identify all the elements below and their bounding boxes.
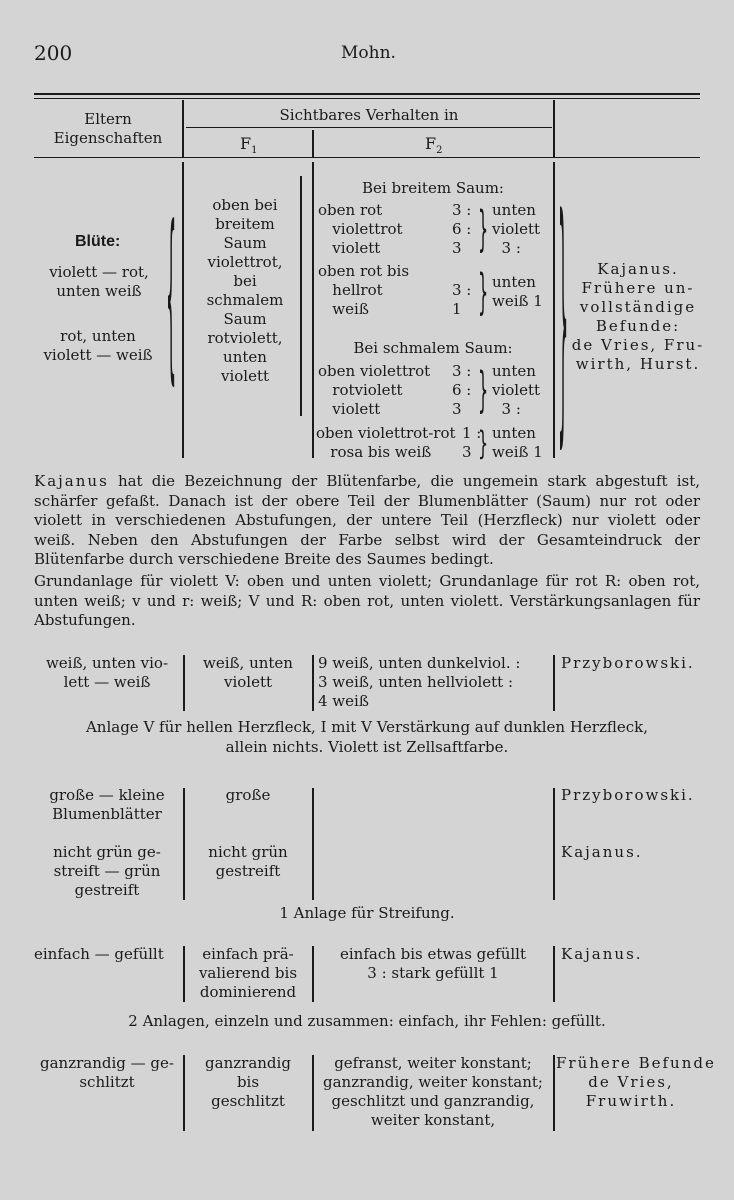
brace: }: [478, 424, 489, 462]
header-group-rule: [186, 127, 552, 128]
gruen-parents: nicht grün ge- streift — grün gestreift: [53, 843, 161, 899]
page-number: 200: [34, 41, 73, 65]
f2-group-1-left: oben rot violettrot violett: [318, 201, 403, 257]
f2-group-2-right: unten weiß 1: [492, 273, 543, 310]
col-divider: [183, 946, 185, 1002]
weiss-parents: weiß, unten vio- lett — weiß: [45, 654, 169, 691]
note-streifung: 1 Anlage für Streifung.: [279, 904, 455, 922]
gruen-f1: nicht grün gestreift: [208, 843, 288, 880]
f2-head-breit: Bei breitem Saum:: [362, 179, 504, 197]
col-divider: [183, 1055, 185, 1131]
f2-group-4-right: unten weiß 1: [492, 424, 543, 461]
running-title: Mohn.: [341, 43, 396, 63]
rand-source: Frühere Befunde de Vries, Fruwirth.: [556, 1054, 716, 1110]
header-bottom-rule: [34, 157, 700, 158]
f2-group-4-left: oben violettrot-rot rosa bis weiß: [316, 424, 456, 461]
col-divider: [183, 788, 185, 900]
gefuellt-f2: einfach bis etwas gefüllt 3 : stark gefüllt 1: [340, 945, 526, 982]
col-divider: [182, 100, 184, 158]
col-divider: [312, 130, 314, 158]
brace-right: }: [558, 159, 569, 473]
col-divider: [312, 162, 314, 458]
paragraph-bluetenfarbe: Kajanus hat die Bezeichnung der Blütenfarbe, die ungemein stark abgestuft ist, schärfer gefaßt. Danach ist der obere Teil der Blumenblätter (Saum) nur rot oder violett in verschiedenen Abstufungen, der untere Teil (Herzfleck) nur violett oder weiß. Neben den Abstufungen der Farbe selbst wird der Gesamteindruck der Blütenfarbe durch verschiedene Breite des Saumes bedingt.: [34, 472, 700, 568]
header-sichtbares: Sichtbares Verhalten in: [279, 106, 459, 124]
col-divider: [553, 100, 555, 158]
note-gefuellt: 2 Anlagen, einzeln und zusammen: einfach, ihr Fehlen: gefüllt.: [128, 1012, 606, 1030]
gross-parents: große — kleine Blumenblätter: [49, 786, 165, 823]
col-divider: [312, 655, 314, 711]
rand-f1: ganzrandig bis geschlitzt: [205, 1054, 291, 1110]
gefuellt-source: Kajanus.: [561, 945, 643, 963]
rand-parents: ganzrandig — ge- schlitzt: [40, 1054, 174, 1091]
gross-f1: große: [225, 786, 271, 804]
brace: }: [478, 200, 489, 257]
f2-group-1-right: unten violett 3 :: [492, 201, 541, 257]
f2-group-4-ratio: 1 : 3: [462, 424, 482, 461]
col-divider: [553, 655, 555, 711]
gefuellt-parents: einfach — gefüllt: [34, 945, 164, 963]
col-divider: [553, 162, 555, 458]
top-rule-thin: [34, 98, 700, 99]
col-divider: [312, 788, 314, 900]
gross-source: Przyborowski.: [561, 786, 695, 804]
paragraph-grundanlage: Grundanlage für violett V: oben und unten violett; Grundanlage für rot R: oben rot, unten weiß; v und r: weiß; V und R: oben rot, unten violett. Verstärkungsanlagen für Abstufungen.: [34, 572, 700, 629]
col-divider: [553, 946, 555, 1002]
col-divider: [312, 946, 314, 1002]
bluete-parents-1: violett — rot, unten weiß: [49, 263, 149, 300]
weiss-f1: weiß, unten violett: [203, 654, 293, 691]
top-rule: [34, 93, 700, 95]
col-divider: [553, 1055, 555, 1131]
bluete-label: Blüte:: [75, 233, 121, 250]
gruen-source: Kajanus.: [561, 843, 643, 861]
f2-group-3-left: oben violettrot rotviolett violett: [318, 362, 431, 418]
brace-left: {: [166, 184, 177, 403]
bluete-source: Kajanus. Frühere un- vollständige Befunde: de Vries, Fru- wirth, Hurst.: [571, 260, 705, 373]
header-eltern: Eltern Eigenschaften: [53, 110, 163, 147]
col-divider: [183, 655, 185, 711]
f2-group-3-right: unten violett 3 :: [492, 362, 541, 418]
gefuellt-f1: einfach prä- valierend bis dominierend: [198, 945, 298, 1001]
bluete-f1: oben bei breitem Saum violettrot, bei schmalem Saum rotviolett, unten violett: [206, 196, 284, 385]
f1-bracket: [300, 176, 302, 416]
brace: }: [478, 361, 489, 418]
f2-group-2-ratio: 3 : 1: [452, 281, 472, 318]
header-f2: $F_2$: [425, 134, 443, 157]
f2-group-3-ratio: 3 : 6 : 3: [452, 362, 472, 418]
f2-group-2-left: oben rot bis hellrot weiß: [318, 262, 410, 318]
f2-group-1-ratio: 3 : 6 : 3: [452, 201, 472, 257]
col-divider: [182, 162, 184, 458]
weiss-f2: 9 weiß, unten dunkelviol. : 3 weiß, unten hellviolett : 4 weiß: [318, 654, 521, 710]
rand-f2: gefranst, weiter konstant; ganzrandig, weiter konstant; geschlitzt und ganzrandig, weiter konstant,: [323, 1054, 543, 1129]
bluete-parents-2: rot, unten violett — weiß: [43, 327, 153, 364]
note-herzfleck: Anlage V für hellen Herzfleck, I mit V Verstärkung auf dunklen Herzfleck, allein nichts. Violett ist Zellsaftfarbe.: [85, 718, 649, 756]
brace: }: [478, 263, 489, 320]
header-f1: $F_1$: [240, 134, 258, 157]
weiss-source: Przyborowski.: [561, 654, 695, 672]
f2-head-schmal: Bei schmalem Saum:: [353, 339, 513, 357]
col-divider: [553, 788, 555, 900]
